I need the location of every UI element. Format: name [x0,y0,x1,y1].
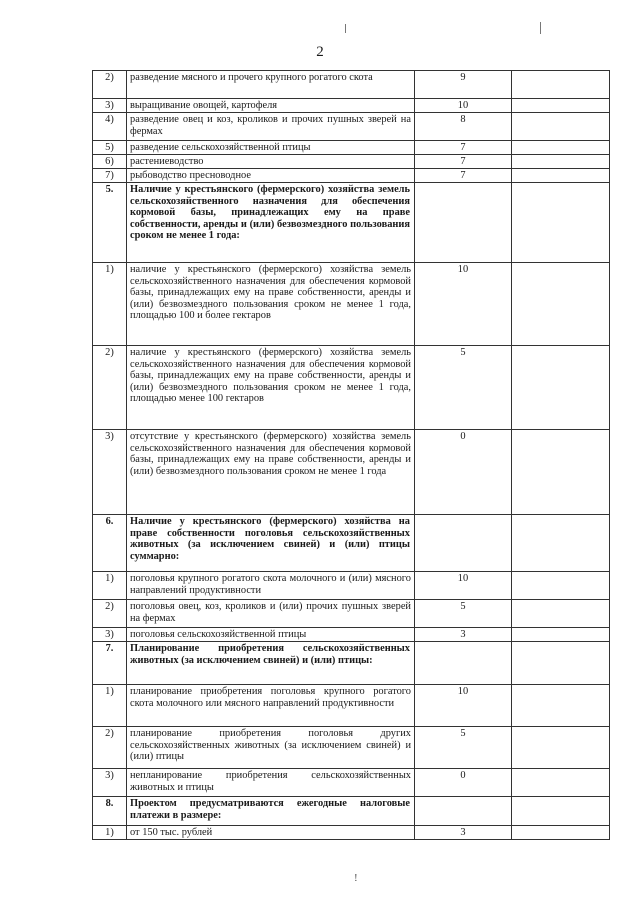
extra-cell [512,263,610,346]
score-cell: 9 [415,71,512,99]
criterion-text: Наличие у крестьянского (фермерского) хозяйства на праве собственности поголовья сельскохозяйственных животных (за исключением свиней) и (или) птицы суммарно: [127,515,415,572]
extra-cell [512,826,610,840]
extra-cell [512,169,610,183]
scan-mark-right [540,22,541,34]
score-cell: 5 [415,600,512,628]
table-row [93,826,610,840]
table-row [93,99,610,113]
row-number: 3) [93,99,127,113]
criterion-text: рыбоводство пресноводное [127,169,415,183]
footer-mark: ! [354,872,358,884]
table-row [93,572,610,600]
score-cell: 8 [415,113,512,141]
extra-cell [512,572,610,600]
row-number: 3) [93,769,127,797]
row-number: 2) [93,727,127,769]
score-cell: 7 [415,141,512,155]
table-row [93,71,610,99]
criterion-text: планирование приобретения поголовья других сельскохозяйственных животных (за исключением свиней) и (или) птицы [127,727,415,769]
row-number: 6. [93,515,127,572]
row-number: 8. [93,797,127,826]
criterion-text: наличие у крестьянского (фермерского) хозяйства земель сельскохозяйственного назначения для обеспечения кормовой базы, принадлежащих ему на праве собственности, аренды и (или) безвозмездного пользования сроком не менее 1 года, площадью 100 и более гектаров [127,263,415,346]
score-cell: 10 [415,572,512,600]
row-number: 4) [93,113,127,141]
page-number: 2 [316,44,324,60]
criterion-text: поголовья овец, коз, кроликов и (или) прочих пушных зверей на фермах [127,600,415,628]
score-cell: 0 [415,430,512,515]
extra-cell [512,141,610,155]
criterion-text: Проектом предусматриваются ежегодные налоговые платежи в размере: [127,797,415,826]
table-row [93,727,610,769]
score-cell: 7 [415,169,512,183]
extra-cell [512,71,610,99]
row-number: 1) [93,685,127,727]
score-cell: 5 [415,346,512,430]
row-number: 1) [93,263,127,346]
row-number: 1) [93,572,127,600]
row-number: 1) [93,826,127,840]
row-number: 2) [93,346,127,430]
criterion-text: выращивание овощей, картофеля [127,99,415,113]
section-row [93,515,610,572]
extra-cell [512,113,610,141]
criterion-text: поголовья сельскохозяйственной птицы [127,628,415,642]
score-cell [415,642,512,685]
row-number: 5. [93,183,127,263]
table-row [93,685,610,727]
score-cell [415,797,512,826]
extra-cell [512,685,610,727]
row-number: 7. [93,642,127,685]
score-cell: 5 [415,727,512,769]
extra-cell [512,769,610,797]
row-number: 3) [93,430,127,515]
table-row [93,600,610,628]
score-cell: 10 [415,263,512,346]
table-row [93,263,610,346]
extra-cell [512,642,610,685]
row-number: 6) [93,155,127,169]
table-row [93,430,610,515]
score-cell [415,183,512,263]
extra-cell [512,99,610,113]
criterion-text: разведение овец и коз, кроликов и прочих пушных зверей на фермах [127,113,415,141]
scan-mark-top [345,24,346,33]
table-row [93,628,610,642]
score-cell: 3 [415,628,512,642]
extra-cell [512,183,610,263]
extra-cell [512,155,610,169]
extra-cell [512,430,610,515]
criterion-text: разведение мясного и прочего крупного рогатого скота [127,71,415,99]
extra-cell [512,600,610,628]
table-row [93,113,610,141]
criterion-text: растениеводство [127,155,415,169]
criterion-text: планирование приобретения поголовья крупного рогатого скота молочного или мясного направлений продуктивности [127,685,415,727]
table-row [93,155,610,169]
row-number: 2) [93,600,127,628]
criterion-text: отсутствие у крестьянского (фермерского) хозяйства земель сельскохозяйственного назначения для обеспечения кормовой базы, принадлежащих ему на праве собственности, аренды и (или) безвозмездного пользования сроком не менее 1 года [127,430,415,515]
extra-cell [512,727,610,769]
row-number: 3) [93,628,127,642]
score-cell: 7 [415,155,512,169]
score-cell [415,515,512,572]
criterion-text: поголовья крупного рогатого скота молочного и (или) мясного направлений продуктивности [127,572,415,600]
criteria-table [92,70,610,840]
score-cell: 3 [415,826,512,840]
score-cell: 0 [415,769,512,797]
criterion-text: непланирование приобретения сельскохозяйственных животных и птицы [127,769,415,797]
row-number: 7) [93,169,127,183]
criterion-text: Наличие у крестьянского (фермерского) хозяйства земель сельскохозяйственного назначения для обеспечения кормовой базы, принадлежащих ему на праве собственности, аренды и (или) безвозмездного пользования сроком не менее 1 года: [127,183,415,263]
table-row [93,346,610,430]
criterion-text: разведение сельскохозяйственной птицы [127,141,415,155]
criterion-text: наличие у крестьянского (фермерского) хозяйства земель сельскохозяйственного назначения для обеспечения кормовой базы, принадлежащих ему на праве собственности, аренды и (или) безвозмездного пользования сроком не менее 1 года, площадью менее 100 гектаров [127,346,415,430]
section-row [93,797,610,826]
table-row [93,169,610,183]
table-row [93,769,610,797]
section-row [93,183,610,263]
score-cell: 10 [415,685,512,727]
extra-cell [512,797,610,826]
table-row [93,141,610,155]
extra-cell [512,346,610,430]
row-number: 2) [93,71,127,99]
section-row [93,642,610,685]
extra-cell [512,515,610,572]
criterion-text: Планирование приобретения сельскохозяйственных животных (за исключением свиней) и (или) птицы: [127,642,415,685]
criterion-text: от 150 тыс. рублей [127,826,415,840]
extra-cell [512,628,610,642]
score-cell: 10 [415,99,512,113]
row-number: 5) [93,141,127,155]
